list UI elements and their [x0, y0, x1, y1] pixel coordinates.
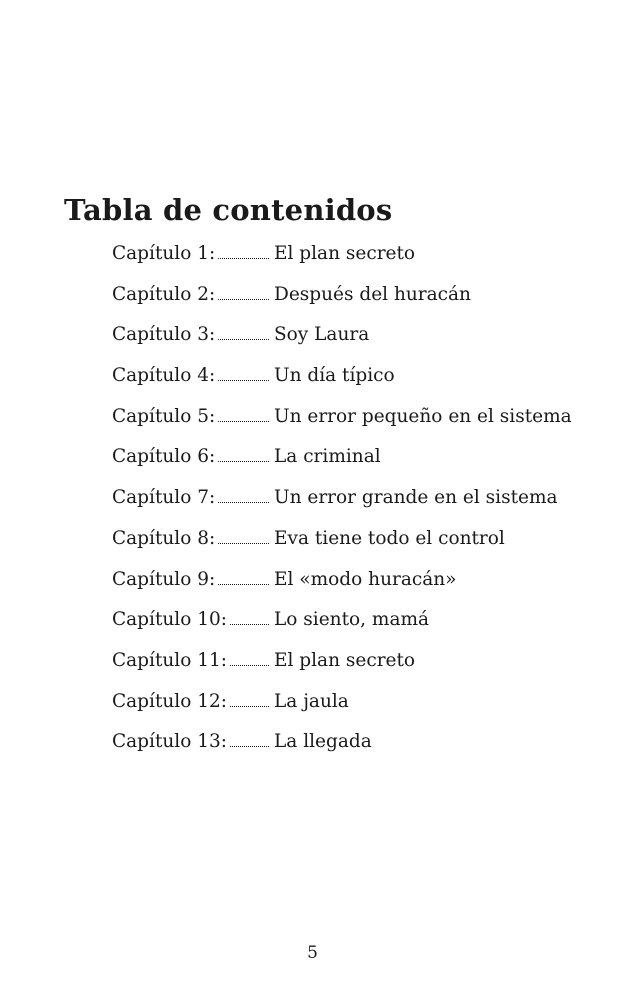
chapter-title: Soy Laura	[274, 324, 370, 346]
chapter-label: Capítulo 9:	[112, 568, 216, 590]
page-number: 5	[307, 943, 318, 963]
dot-leader	[218, 529, 269, 544]
chapter-title: La jaula	[274, 690, 349, 712]
chapter-title: La llegada	[274, 731, 372, 753]
dot-leader	[218, 570, 269, 585]
dot-leader	[218, 285, 269, 300]
chapter-label: Capítulo 6:	[112, 446, 216, 468]
chapter-label: Capítulo 4:	[112, 365, 216, 387]
chapter-label: Capítulo 2:	[112, 283, 216, 305]
dot-leader	[230, 610, 269, 625]
chapter-title: Un día típico	[274, 365, 395, 387]
table-of-contents	[112, 234, 592, 763]
toc-entry	[112, 356, 592, 397]
chapter-label: Capítulo 5:	[112, 405, 216, 427]
chapter-title: Un error pequeño en el sistema	[274, 405, 572, 427]
toc-entry	[112, 641, 592, 682]
toc-entry	[112, 682, 592, 723]
chapter-title: Lo siento, mamá	[274, 609, 430, 631]
toc-entry	[112, 560, 592, 601]
chapter-title: La criminal	[274, 446, 381, 468]
chapter-label: Capítulo 7:	[112, 487, 216, 509]
chapter-title: El plan secreto	[274, 243, 416, 264]
toc-entry	[112, 275, 592, 316]
toc-entry	[112, 315, 592, 356]
chapter-label: Capítulo 3:	[112, 324, 216, 346]
chapter-label: Capítulo 12:	[112, 690, 228, 712]
page-title: Tabla de contenidos	[64, 193, 393, 227]
chapter-label: Capítulo 1:	[112, 243, 216, 264]
dot-leader	[218, 366, 269, 381]
toc-entry	[112, 722, 592, 763]
toc-entry	[112, 397, 592, 438]
dot-leader	[218, 325, 269, 340]
chapter-label: Capítulo 11:	[112, 649, 228, 671]
chapter-title: El «modo huracán»	[274, 568, 457, 590]
dot-leader	[230, 732, 269, 747]
dot-leader	[218, 244, 269, 259]
chapter-label: Capítulo 10:	[112, 609, 228, 631]
toc-entry	[112, 437, 592, 478]
dot-leader	[218, 488, 269, 503]
chapter-label: Capítulo 13:	[112, 731, 228, 753]
dot-leader	[218, 407, 269, 422]
chapter-title: El plan secreto	[274, 649, 416, 671]
chapter-title: Un error grande en el sistema	[274, 487, 558, 509]
toc-entry	[112, 600, 592, 641]
chapter-title: Eva tiene todo el control	[274, 527, 505, 549]
dot-leader	[230, 651, 269, 666]
chapter-label: Capítulo 8:	[112, 527, 216, 549]
toc-entry	[112, 234, 592, 275]
dot-leader	[218, 447, 269, 462]
toc-entry	[112, 519, 592, 560]
chapter-title: Después del huracán	[274, 283, 471, 305]
toc-entry	[112, 478, 592, 519]
dot-leader	[230, 692, 269, 707]
